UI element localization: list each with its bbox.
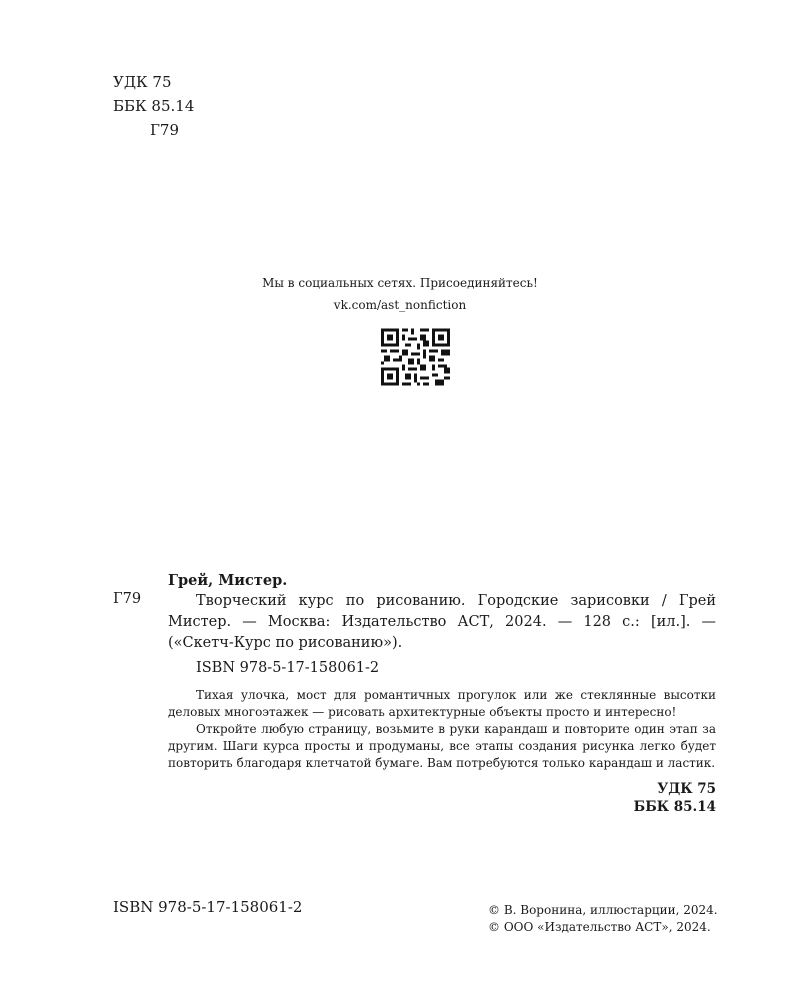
footer-isbn: ISBN 978-5-17-158061-2 [113,898,303,916]
cutter-code: Г79 [150,121,180,139]
bibliographic-record [168,570,716,816]
social-invite: Мы в социальных сетях. Присоединяйтесь! [262,276,538,290]
social-link[interactable]: vk.com/ast_nonfiction [333,298,467,312]
author: Грей, Мистер. [168,572,288,589]
annotation [168,687,716,772]
social-block [0,272,800,316]
biblio-classification [168,780,716,816]
biblio-udk: УДК 75 [657,781,716,797]
annotation-paragraph-2: Откройте любую страницу, возьмите в руки карандаш и повторите один этап за другим. Шаги курса просты и продуманы, все этапы создания рисунка легко будет повторить благодаря клетчатой бумаге. Вам потребуются только карандаш и ластик. [168,722,716,770]
copyright-illustrations: © В. Воронина, иллюстарции, 2024. [488,903,718,917]
biblio-bbk: ББК 85.14 [633,799,716,815]
biblio-cutter: Г79 [113,591,142,607]
copyright-block [488,902,718,936]
isbn-record: ISBN 978-5-17-158061-2 [196,660,380,676]
top-classification [113,70,194,142]
annotation-paragraph-1: Тихая улочка, мост для романтичных прогулок или же стеклянные высотки деловых многоэтажек — рисовать архитектурные объекты просто и интересно! [168,688,716,719]
bbk-code: ББК 85.14 [113,97,195,115]
bibliographic-description: Творческий курс по рисованию. Городские зарисовки / Грей Мистер. — Москва: Издательство АСТ, 2024. — 128 с.: [ил.]. — («Скетч-Курс по рисованию»). [168,593,716,651]
udk-code: УДК 75 [113,73,172,91]
qr-code-icon[interactable] [381,328,450,386]
copyright-publisher: © ООО «Издательство АСТ», 2024. [488,920,711,934]
